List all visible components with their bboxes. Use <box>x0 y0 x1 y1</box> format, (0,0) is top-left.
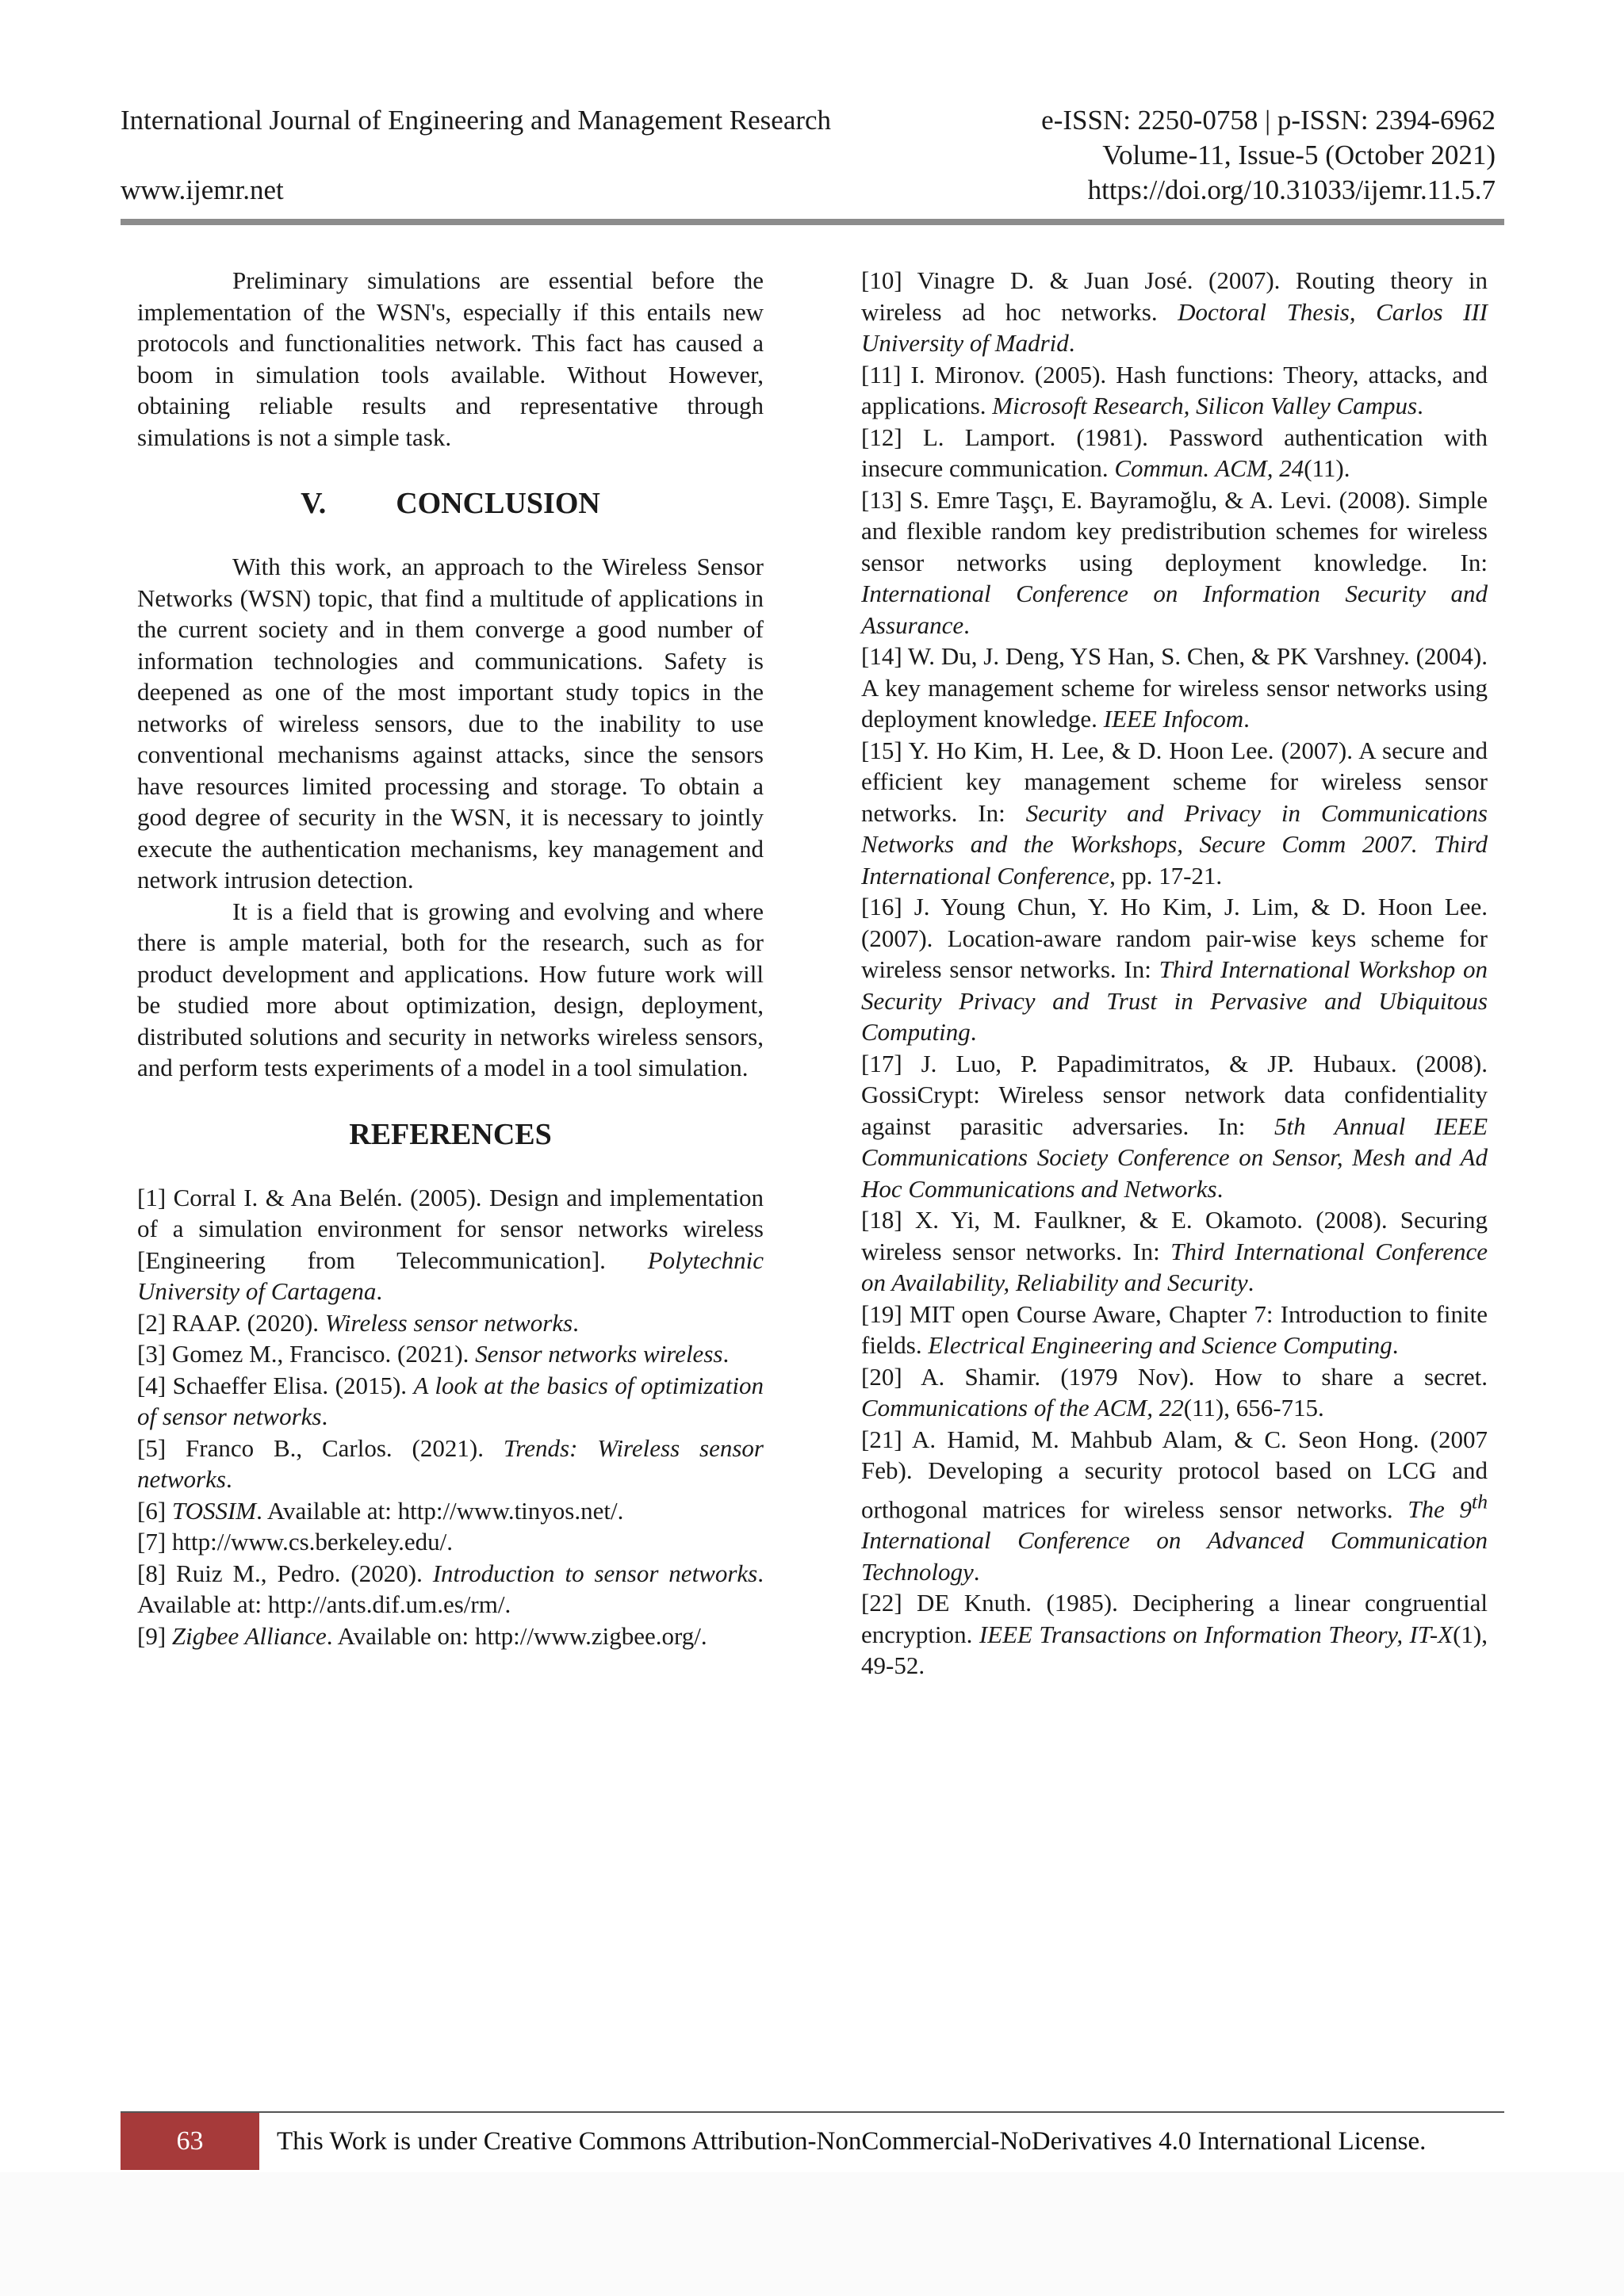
reference-4: [4] Schaeffer Elisa. (2015). A look at the basics of optimization of sensor networks. <box>137 1371 764 1430</box>
header-divider <box>121 219 1504 225</box>
website-link[interactable]: www.ijemr.net <box>121 174 284 205</box>
doi-link[interactable]: https://doi.org/10.31033/ijemr.11.5.7 <box>1087 174 1496 205</box>
reference-19: [19] MIT open Course Aware, Chapter 7: Introduction to finite fields. Electrical Engineering and Science Computing. <box>861 1299 1488 1359</box>
reference-21: [21] A. Hamid, M. Mahbub Alam, & C. Seon Hong. (2007 Feb). Developing a security protocol based on LCG and orthogonal matrices for wireless sensor networks. The 9th International Conference on Advanced Communication Technology. <box>861 1425 1488 1586</box>
intro-paragraph: Preliminary simulations are essential before the implementation of the WSN's, especially if this entails new protocols and functionalities network. This fact has caused a boom in simulation tools available. Without However, obtaining reliable results and representative through simulations is not a simple task. <box>137 266 764 451</box>
page-footer <box>121 2113 1504 2170</box>
right-column <box>861 265 1488 1682</box>
reference-13: [13] S. Emre Taşçı, E. Bayramoğlu, & A. Levi. (2008). Simple and flexible random key predistribution schemes for wireless sensor networks using deployment knowledge. In: International Conference on Information Security and Assurance. <box>861 485 1488 639</box>
reference-3: [3] Gomez M., Francisco. (2021). Sensor networks wireless. <box>137 1340 730 1368</box>
conclusion-heading <box>137 486 764 521</box>
reference-1: [1] Corral I. & Ana Belén. (2005). Design and implementation of a simulation environment for sensor networks wireless [Engineering from Telecommunication]. Polytechnic University of Cartagena. <box>137 1183 764 1305</box>
issn: e-ISSN: 2250-0758 | p-ISSN: 2394-6962 <box>1041 105 1496 136</box>
references-heading: REFERENCES <box>349 1117 552 1151</box>
reference-7: [7] http://www.cs.berkeley.edu/. <box>137 1528 454 1556</box>
reference-20: [20] A. Shamir. (1979 Nov). How to share a secret. Communications of the ACM, 22(11), 656-715. <box>861 1362 1488 1422</box>
reference-5: [5] Franco B., Carlos. (2021). Trends: Wireless sensor networks. <box>137 1433 764 1493</box>
reference-14: [14] W. Du, J. Deng, YS Han, S. Chen, & PK Varshney. (2004). A key management scheme for wireless sensor networks using deployment knowledge. IEEE Infocom. <box>861 642 1488 733</box>
reference-15: [15] Y. Ho Kim, H. Lee, & D. Hoon Lee. (2007). A secure and efficient key management scheme for wireless sensor networks. In: Security and Privacy in Communications Networks and the Workshops, Secure Comm 2007. Third International Conference, pp. 17-21. <box>861 736 1488 890</box>
volume-issue: Volume-11, Issue-5 (October 2021) <box>1102 140 1496 170</box>
bottom-margin <box>0 2172 1624 2296</box>
license-text: This Work is under Creative Commons Attribution-NonCommercial-NoDerivatives 4.0 International License. <box>277 2126 1427 2156</box>
reference-9: [9] Zigbee Alliance. Available on: http://www.zigbee.org/. <box>137 1621 707 1650</box>
reference-12: [12] L. Lamport. (1981). Password authentication with insecure communication. Commun. ACM, 24(11). <box>861 423 1488 482</box>
reference-6: [6] TOSSIM. Available at: http://www.tinyos.net/. <box>137 1496 624 1525</box>
conclusion-title: CONCLUSION <box>396 487 600 520</box>
reference-11: [11] I. Mironov. (2005). Hash functions: Theory, attacks, and applications. Microsoft Research, Silicon Valley Campus. <box>861 360 1488 419</box>
reference-2: [2] RAAP. (2020). Wireless sensor networks. <box>137 1308 579 1337</box>
page-header <box>121 103 1496 208</box>
conclusion-paragraph-1: With this work, an approach to the Wireless Sensor Networks (WSN) topic, that find a multitude of applications in the current society and in them converge a good number of information technologies and communications. Safety is deepened as one of the most important study topics in the networks of wireless sensors, due to the inability to use conventional mechanisms against attacks, since the sensors have resources limited processing and storage. To obtain a good degree of security in the WSN, it is necessary to jointly execute the authentication mechanisms, key management and network intrusion detection. <box>137 553 764 894</box>
reference-16: [16] J. Young Chun, Y. Ho Kim, J. Lim, & D. Hoon Lee. (2007). Location-aware random pair-wise keys scheme for wireless sensor networks. In: Third International Workshop on Security Privacy and Trust in Pervasive and Ubiquitous Computing. <box>861 893 1488 1046</box>
reference-10: [10] Vinagre D. & Juan José. (2007). Routing theory in wireless ad hoc networks. Doctoral Thesis, Carlos III University of Madrid. <box>861 266 1488 357</box>
reference-18: [18] X. Yi, M. Faulkner, & E. Okamoto. (2008). Securing wireless sensor networks. In: Third International Conference on Availability, Reliability and Security. <box>861 1206 1488 1296</box>
journal-name: International Journal of Engineering and Management Research <box>121 105 832 136</box>
conclusion-number: V. <box>301 487 327 520</box>
page-number: 63 <box>121 2113 259 2170</box>
conclusion-paragraph-2: It is a field that is growing and evolving and where there is ample material, both for the research, such as for product development and applications. How future work will be studied more about optimization, design, deployment, distributed solutions and security in networks wireless sensors, and perform tests experiments of a model in a tool simulation. <box>137 897 764 1081</box>
reference-22: [22] DE Knuth. (1985). Deciphering a linear congruential encryption. IEEE Transactions on Information Theory, IT-X(1), 49-52. <box>861 1589 1488 1680</box>
reference-17: [17] J. Luo, P. Papadimitratos, & JP. Hubaux. (2008). GossiCrypt: Wireless sensor network data confidentiality against parasitic adversaries. In: 5th Annual IEEE Communications Society Conference on Sensor, Mesh and Ad Hoc Communications and Networks. <box>861 1049 1488 1203</box>
reference-8: [8] Ruiz M., Pedro. (2020). Introduction to sensor networks. Available at: http://ants.dif.um.es/rm/. <box>137 1559 764 1618</box>
left-column <box>137 265 764 1651</box>
